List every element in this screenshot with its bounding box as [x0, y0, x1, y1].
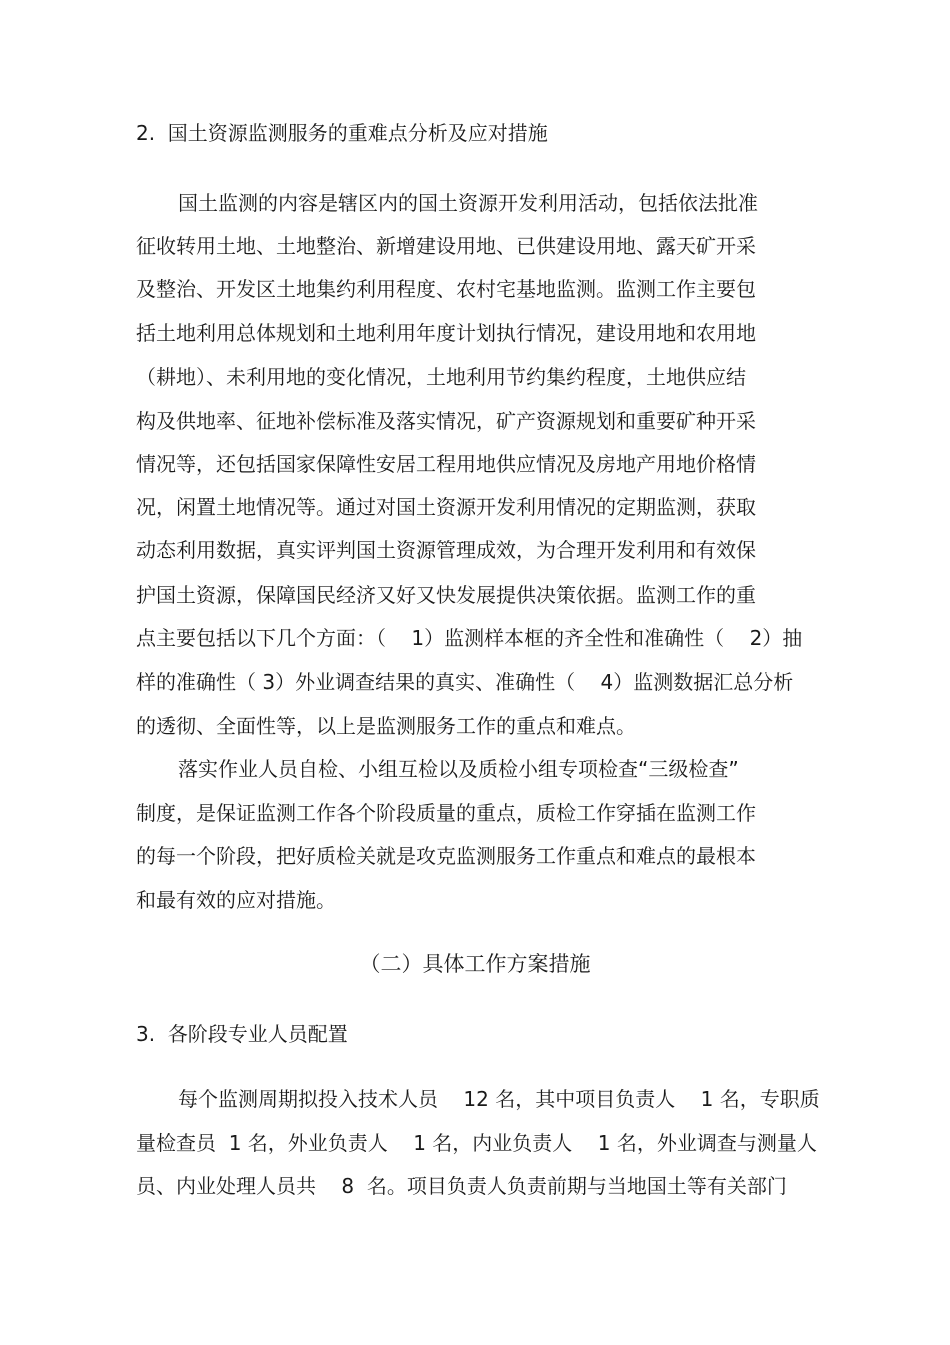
paragraph-1-line: （耕地）、未利用地的变化情况，土地利用节约集约程度，土地供应结 — [136, 365, 746, 389]
paragraph-2-line: 制度，是保证监测工作各个阶段质量的重点，质检工作穿插在监测工作 — [136, 801, 756, 825]
section-3-heading: 3. 各阶段专业人员配置 — [136, 1022, 348, 1046]
paragraph-1-line: 点主要包括以下几个方面：（ 1）监测样本框的齐全性和准确性（ 2）抽 — [136, 626, 803, 650]
paragraph-2-line: 的每一个阶段，把好质检关就是攻克监测服务工作重点和难点的最根本 — [136, 844, 756, 868]
paragraph-1-line: 动态利用数据，真实评判国土资源管理成效，为合理开发利用和有效保 — [136, 538, 756, 562]
paragraph-1-line: 的透彻、全面性等，以上是监测服务工作的重点和难点。 — [136, 714, 636, 738]
paragraph-1-line: 护国土资源，保障国民经济又好又快发展提供决策依据。监测工作的重 — [136, 583, 756, 607]
paragraph-1-line: 样的准确性（ 3）外业调查结果的真实、准确性（ 4）监测数据汇总分析 — [136, 670, 794, 694]
paragraph-1-line: 征收转用土地、土地整治、新增建设用地、已供建设用地、露天矿开采 — [136, 234, 756, 258]
paragraph-1-line: 构及供地率、征地补偿标准及落实情况，矿产资源规划和重要矿种开采 — [136, 409, 756, 433]
section-title: （二）具体工作方案措施 — [359, 952, 591, 976]
paragraph-1-line: 及整治、开发区土地集约利用程度、农村宅基地监测。监测工作主要包 — [136, 277, 756, 301]
paragraph-3-line: 量检查员 1 名，外业负责人 1 名，内业负责人 1 名，外业调查与测量人 — [136, 1131, 817, 1155]
paragraph-3-line: 每个监测周期拟投入技术人员 12 名，其中项目负责人 1 名，专职质 — [178, 1087, 820, 1111]
paragraph-1-line: 情况等，还包括国家保障性安居工程用地供应情况及房地产用地价格情 — [136, 452, 756, 476]
paragraph-3-line: 员、内业处理人员共 8 名。项目负责人负责前期与当地国土等有关部门 — [136, 1174, 787, 1198]
paragraph-2-line: 落实作业人员自检、小组互检以及质检小组专项检查“三级检查” — [178, 757, 739, 781]
paragraph-1-line: 况，闲置土地情况等。通过对国土资源开发利用情况的定期监测，获取 — [136, 495, 756, 519]
paragraph-1-line: 国土监测的内容是辖区内的国土资源开发利用活动，包括依法批准 — [178, 191, 758, 215]
section-2-heading: 2. 国土资源监测服务的重难点分析及应对措施 — [136, 121, 548, 145]
paragraph-1-line: 括土地利用总体规划和土地利用年度计划执行情况，建设用地和农用地 — [136, 321, 756, 345]
paragraph-2-line: 和最有效的应对措施。 — [136, 888, 336, 912]
